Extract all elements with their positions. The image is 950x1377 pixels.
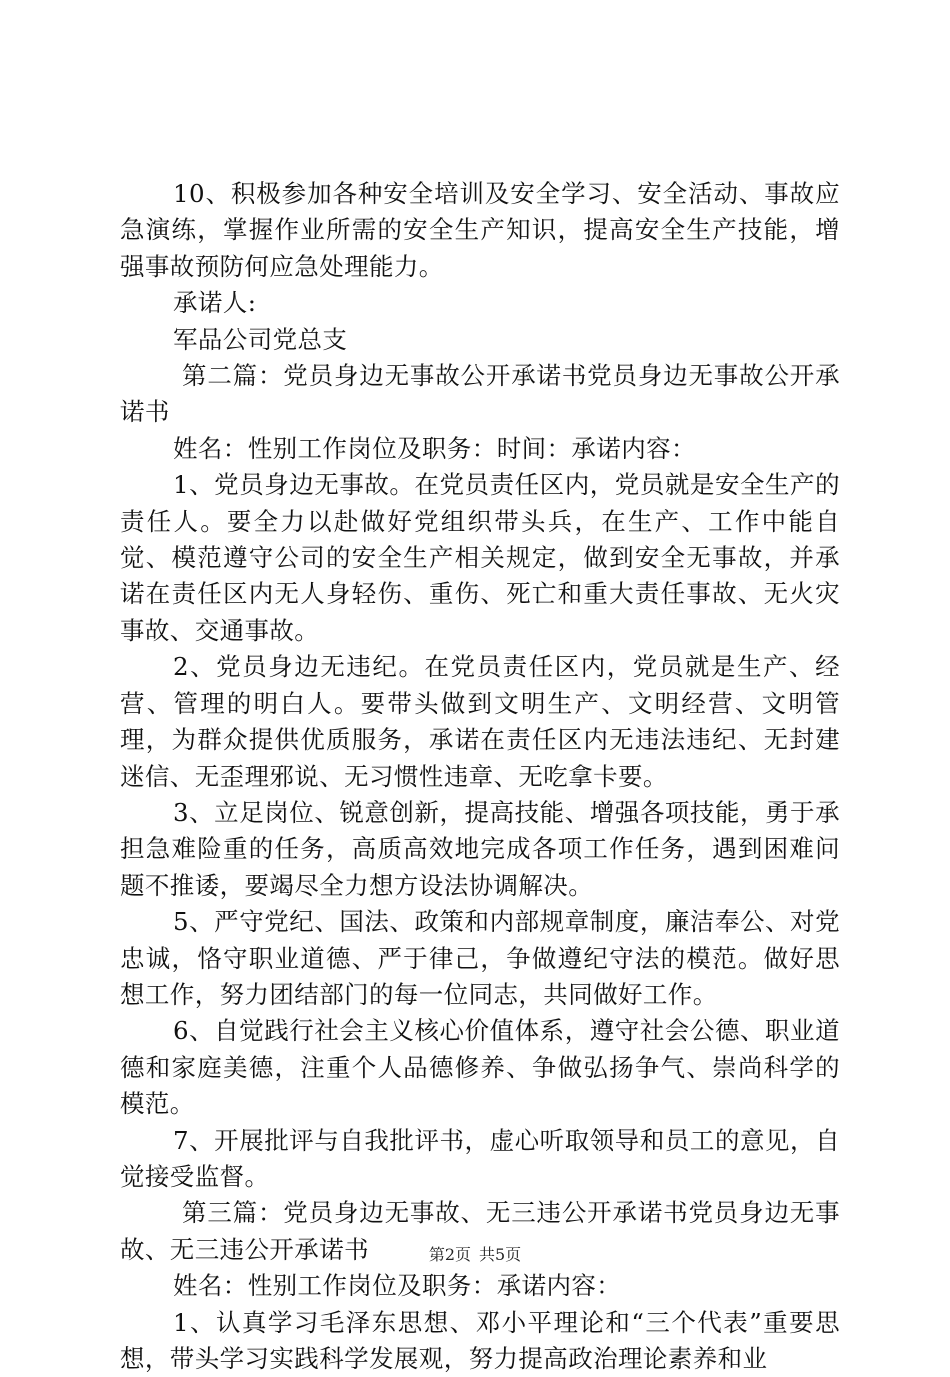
- section-heading-part-2: 第二篇：党员身边无事故公开承诺书党员身边无事故公开承诺书: [120, 361, 840, 427]
- document-body: [120, 176, 840, 1377]
- page-number: 第2页: [428, 1245, 471, 1264]
- paragraph-item-5: 5、严守党纪、国法、政策和内部规章制度，廉洁奉公、对党忠诚，恪守职业道德、严于律己，争做遵纪守法的模范。做好思想工作，努力团结部门的每一位同志，共同做好工作。: [120, 907, 840, 1009]
- paragraph-item-10: 10、积极参加各种安全培训及安全学习、安全活动、事故应急演练，掌握作业所需的安全生产知识，提高安全生产技能，增强事故预防何应急处理能力。: [120, 179, 840, 281]
- page-footer: [0, 1245, 950, 1265]
- paragraph-item-1: 1、党员身边无事故。在党员责任区内，党员就是安全生产的责任人。要全力以赴做好党组织带头兵，在生产、工作中能自觉、模范遵守公司的安全生产相关规定，做到安全无事故，并承诺在责任区内无人身轻伤、重伤、死亡和重大责任事故、无火灾事故、交通事故。: [120, 470, 840, 645]
- paragraph-item-1-part-3: 1、认真学习毛泽东思想、邓小平理论和“三个代表”重要思想，带头学习实践科学发展观，努力提高政治理论素养和业: [120, 1307, 840, 1373]
- paragraph-item-2: 2、党员身边无违纪。在党员责任区内，党员就是生产、经营、管理的明白人。要带头做到文明生产、文明经营、文明管理，为群众提供优质服务，承诺在责任区内无违法违纪、无封建迷信、无歪理邪说、无习惯性违章、无吃拿卡要。: [120, 652, 840, 791]
- paragraph-item-3: 3、立足岗位、锐意创新，提高技能、增强各项技能，勇于承担急难险重的任务，高质高效地完成各项工作任务，遇到困难问题不推诿，要竭尽全力想方设法协调解决。: [120, 797, 840, 900]
- form-fields-line: 姓名：性别工作岗位及职务：时间：承诺内容：: [173, 433, 696, 463]
- paragraph-item-6: 6、自觉践行社会主义核心价值体系，遵守社会公德、职业道德和家庭美德，注重个人品德修养、争做弘扬争气、崇尚科学的模范。: [120, 1016, 840, 1119]
- section-heading-part-3: 第三篇：党员身边无事故、无三违公开承诺书党员身边无事故、无三违公开承诺书: [120, 1198, 840, 1264]
- signatory-label: 承诺人:: [173, 288, 257, 318]
- total-pages: 共5页: [479, 1245, 522, 1264]
- form-fields-line-2: 姓名：性别工作岗位及职务：承诺内容：: [173, 1271, 622, 1301]
- organization-name: 军品公司党总支: [173, 324, 348, 354]
- paragraph-item-7: 7、开展批评与自我批评书，虚心听取领导和员工的意见，自觉接受监督。: [120, 1125, 840, 1191]
